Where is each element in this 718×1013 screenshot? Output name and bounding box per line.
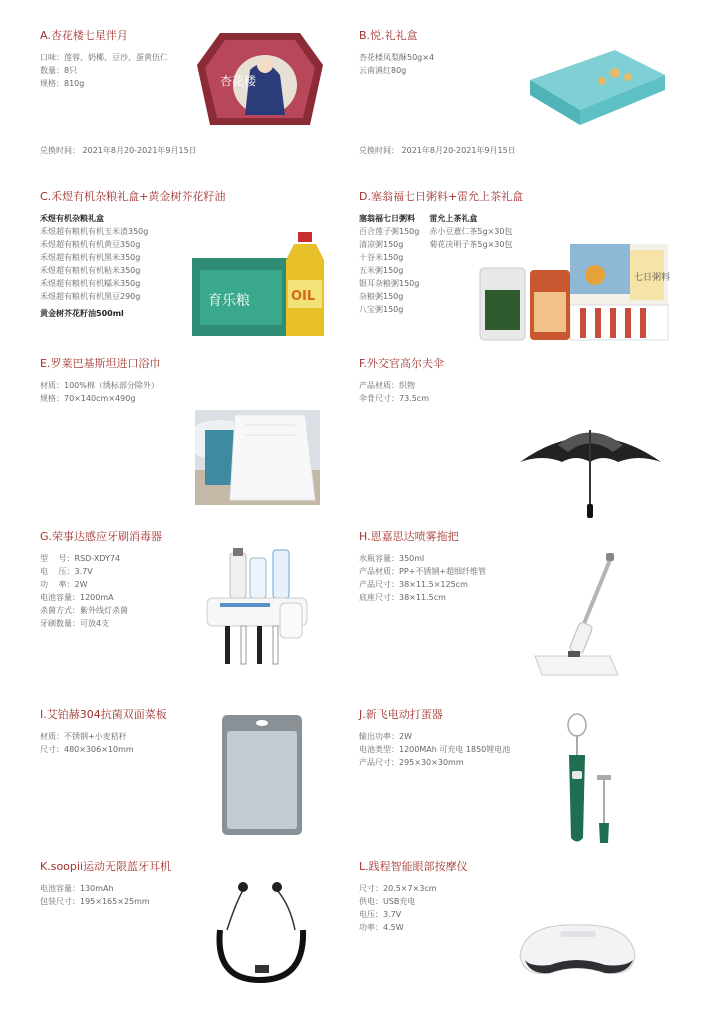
mooncake-box-image — [195, 30, 325, 130]
spec-line: 电池容量：130mAh — [40, 884, 114, 893]
eye-massager-image — [515, 915, 640, 985]
cutting-board-image — [220, 713, 305, 838]
umbrella-image — [518, 420, 663, 520]
spec-line: 银耳杂粮粥150g — [359, 279, 420, 288]
porridge-tea-image — [470, 240, 670, 345]
item-k — [40, 858, 380, 908]
spec-line: 杏花楼凤梨酥50g×4 — [359, 53, 435, 62]
spec-line: 禾煜超有粮机有机糯米350g — [40, 279, 141, 288]
spec-line: 底座尺寸：38×11.5cm — [359, 593, 446, 602]
bottle-logo: OIL — [291, 289, 316, 304]
spec-line: 规格：810g — [40, 79, 85, 88]
item-title: E.罗莱巴基斯坦进口浴巾 — [40, 357, 161, 370]
spec-line: 产品材质：织物 — [359, 381, 415, 390]
spec-line: 杂粮粥150g — [359, 292, 404, 301]
spec-line: 水瓶容量：350ml — [359, 554, 425, 563]
spec-line: 材质：不锈钢+小麦秸秆 — [40, 732, 127, 741]
item-h — [359, 528, 699, 604]
item-title: I.艾铂赫304抗菌双面菜板 — [40, 708, 167, 721]
redeem-time: 兑换时间： 2021年8月20-2021年9月15日 — [40, 146, 197, 155]
spec-line: 菊花决明子茶5g×30包 — [429, 240, 513, 249]
item-title: B.悦.礼礼盒 — [359, 29, 418, 42]
spec-column-porridge — [359, 212, 419, 316]
spray-mop-image — [530, 553, 620, 683]
item-title: L.践程智能眼部按摩仪 — [359, 860, 468, 873]
toothbrush-sterilizer-image — [205, 548, 310, 668]
box-logo: 七日粥料 — [634, 273, 670, 283]
spec-line: 输出功率：2W — [359, 732, 412, 741]
egg-beater-image — [555, 713, 625, 848]
spec-line: 供电：USB充电 — [359, 897, 416, 906]
bluetooth-earphones-image — [215, 875, 310, 985]
towel-image — [195, 410, 320, 505]
spec-line: 产品尺寸：295×30×30mm — [359, 758, 464, 767]
box-logo: 杏花楼 — [220, 74, 257, 88]
spec-line: 包装尺寸：195×165×25mm — [40, 897, 150, 906]
spec-line: 数量：8只 — [40, 66, 78, 75]
spec-line: 规格：70×140cm×490g — [40, 394, 136, 403]
spec-line: 尺寸：480×306×10mm — [40, 745, 134, 754]
item-title: G.荣事达感应牙刷消毒器 — [40, 530, 163, 543]
spec-line: 产品材质：PP+不锈钢+超细纤维管 — [359, 567, 487, 576]
spec-line: 杀菌方式：紫外线灯杀菌 — [40, 606, 128, 615]
spec-line: 电池类型：1200MAh 可充电 1850锂电池 — [359, 745, 511, 754]
gift-box-image — [520, 45, 670, 130]
item-title: H.恩嘉思达喷雾拖把 — [359, 530, 459, 543]
spec-line: 云南滇红80g — [359, 66, 407, 75]
spec-line: 口味：莲蓉、奶椰、豆沙、蛋黄伍仁 — [40, 53, 168, 62]
spec-line: 雷允上茶礼盒 — [429, 214, 478, 223]
spec-line: 清凉粥150g — [359, 240, 404, 249]
spec-line: 五米粥150g — [359, 266, 404, 275]
box-logo: 育乐粮 — [208, 293, 250, 309]
spec-line: 十谷米150g — [359, 253, 404, 262]
spec-line: 电 压：3.7V — [40, 567, 93, 576]
item-j — [359, 706, 699, 769]
item-title: J.新飞电动打蛋器 — [359, 708, 443, 721]
spec-line: 功 率：2W — [40, 580, 88, 589]
spec-line: 禾煜超有粮机有机玉米渣350g — [40, 227, 149, 236]
item-e — [40, 355, 380, 405]
grain-box-oil-image — [190, 230, 330, 340]
spec-line: 赤小豆薏仁茶5g×30包 — [429, 227, 513, 236]
spec-line: 禾煜超有粮机有机粘米350g — [40, 266, 141, 275]
item-i — [40, 706, 380, 756]
spec-line: 塞翁福七日粥料 — [359, 214, 415, 223]
spec-line: 尺寸：20.5×7×3cm — [359, 884, 437, 893]
spec-line: 功率：4.5W — [359, 923, 404, 932]
spec-line: 型 号：RSD-XDY74 — [40, 554, 121, 563]
spec-line: 牙刷数量：可放4支 — [40, 619, 110, 628]
spec-line: 伞骨尺寸：73.5cm — [359, 394, 430, 403]
redeem-time: 兑换时间： 2021年8月20-2021年9月15日 — [359, 146, 516, 155]
spec-line: 八宝粥150g — [359, 305, 404, 314]
item-title: D.塞翁福七日粥料+雷允上茶礼盒 — [359, 190, 524, 203]
spec-line: 禾煜有机杂粮礼盒 — [40, 214, 104, 223]
spec-line: 禾煜超有粮机有机黄豆350g — [40, 240, 141, 249]
spec-line: 百合莲子粥150g — [359, 227, 420, 236]
spec-line: 产品尺寸：38×11.5×125cm — [359, 580, 468, 589]
item-f — [359, 355, 699, 405]
item-title: F.外交官高尔夫伞 — [359, 357, 445, 370]
item-title: C.禾煜有机杂粮礼盒+黄金树芥花籽油 — [40, 190, 226, 203]
spec-line: 禾煜超有粮机有机黑米350g — [40, 253, 141, 262]
spec-line: 材质：100%棉（绣标部分除外） — [40, 381, 159, 390]
item-title: A.杏花楼七星伴月 — [40, 29, 128, 42]
item-title: K.soopii运动无限蓝牙耳机 — [40, 860, 171, 873]
spec-line: 禾煜超有粮机有机黑豆290g — [40, 292, 141, 301]
spec-line: 电压：3.7V — [359, 910, 402, 919]
spec-line: 黄金树芥花籽油500ml — [40, 309, 124, 318]
spec-line: 电池容量：1200mA — [40, 593, 114, 602]
